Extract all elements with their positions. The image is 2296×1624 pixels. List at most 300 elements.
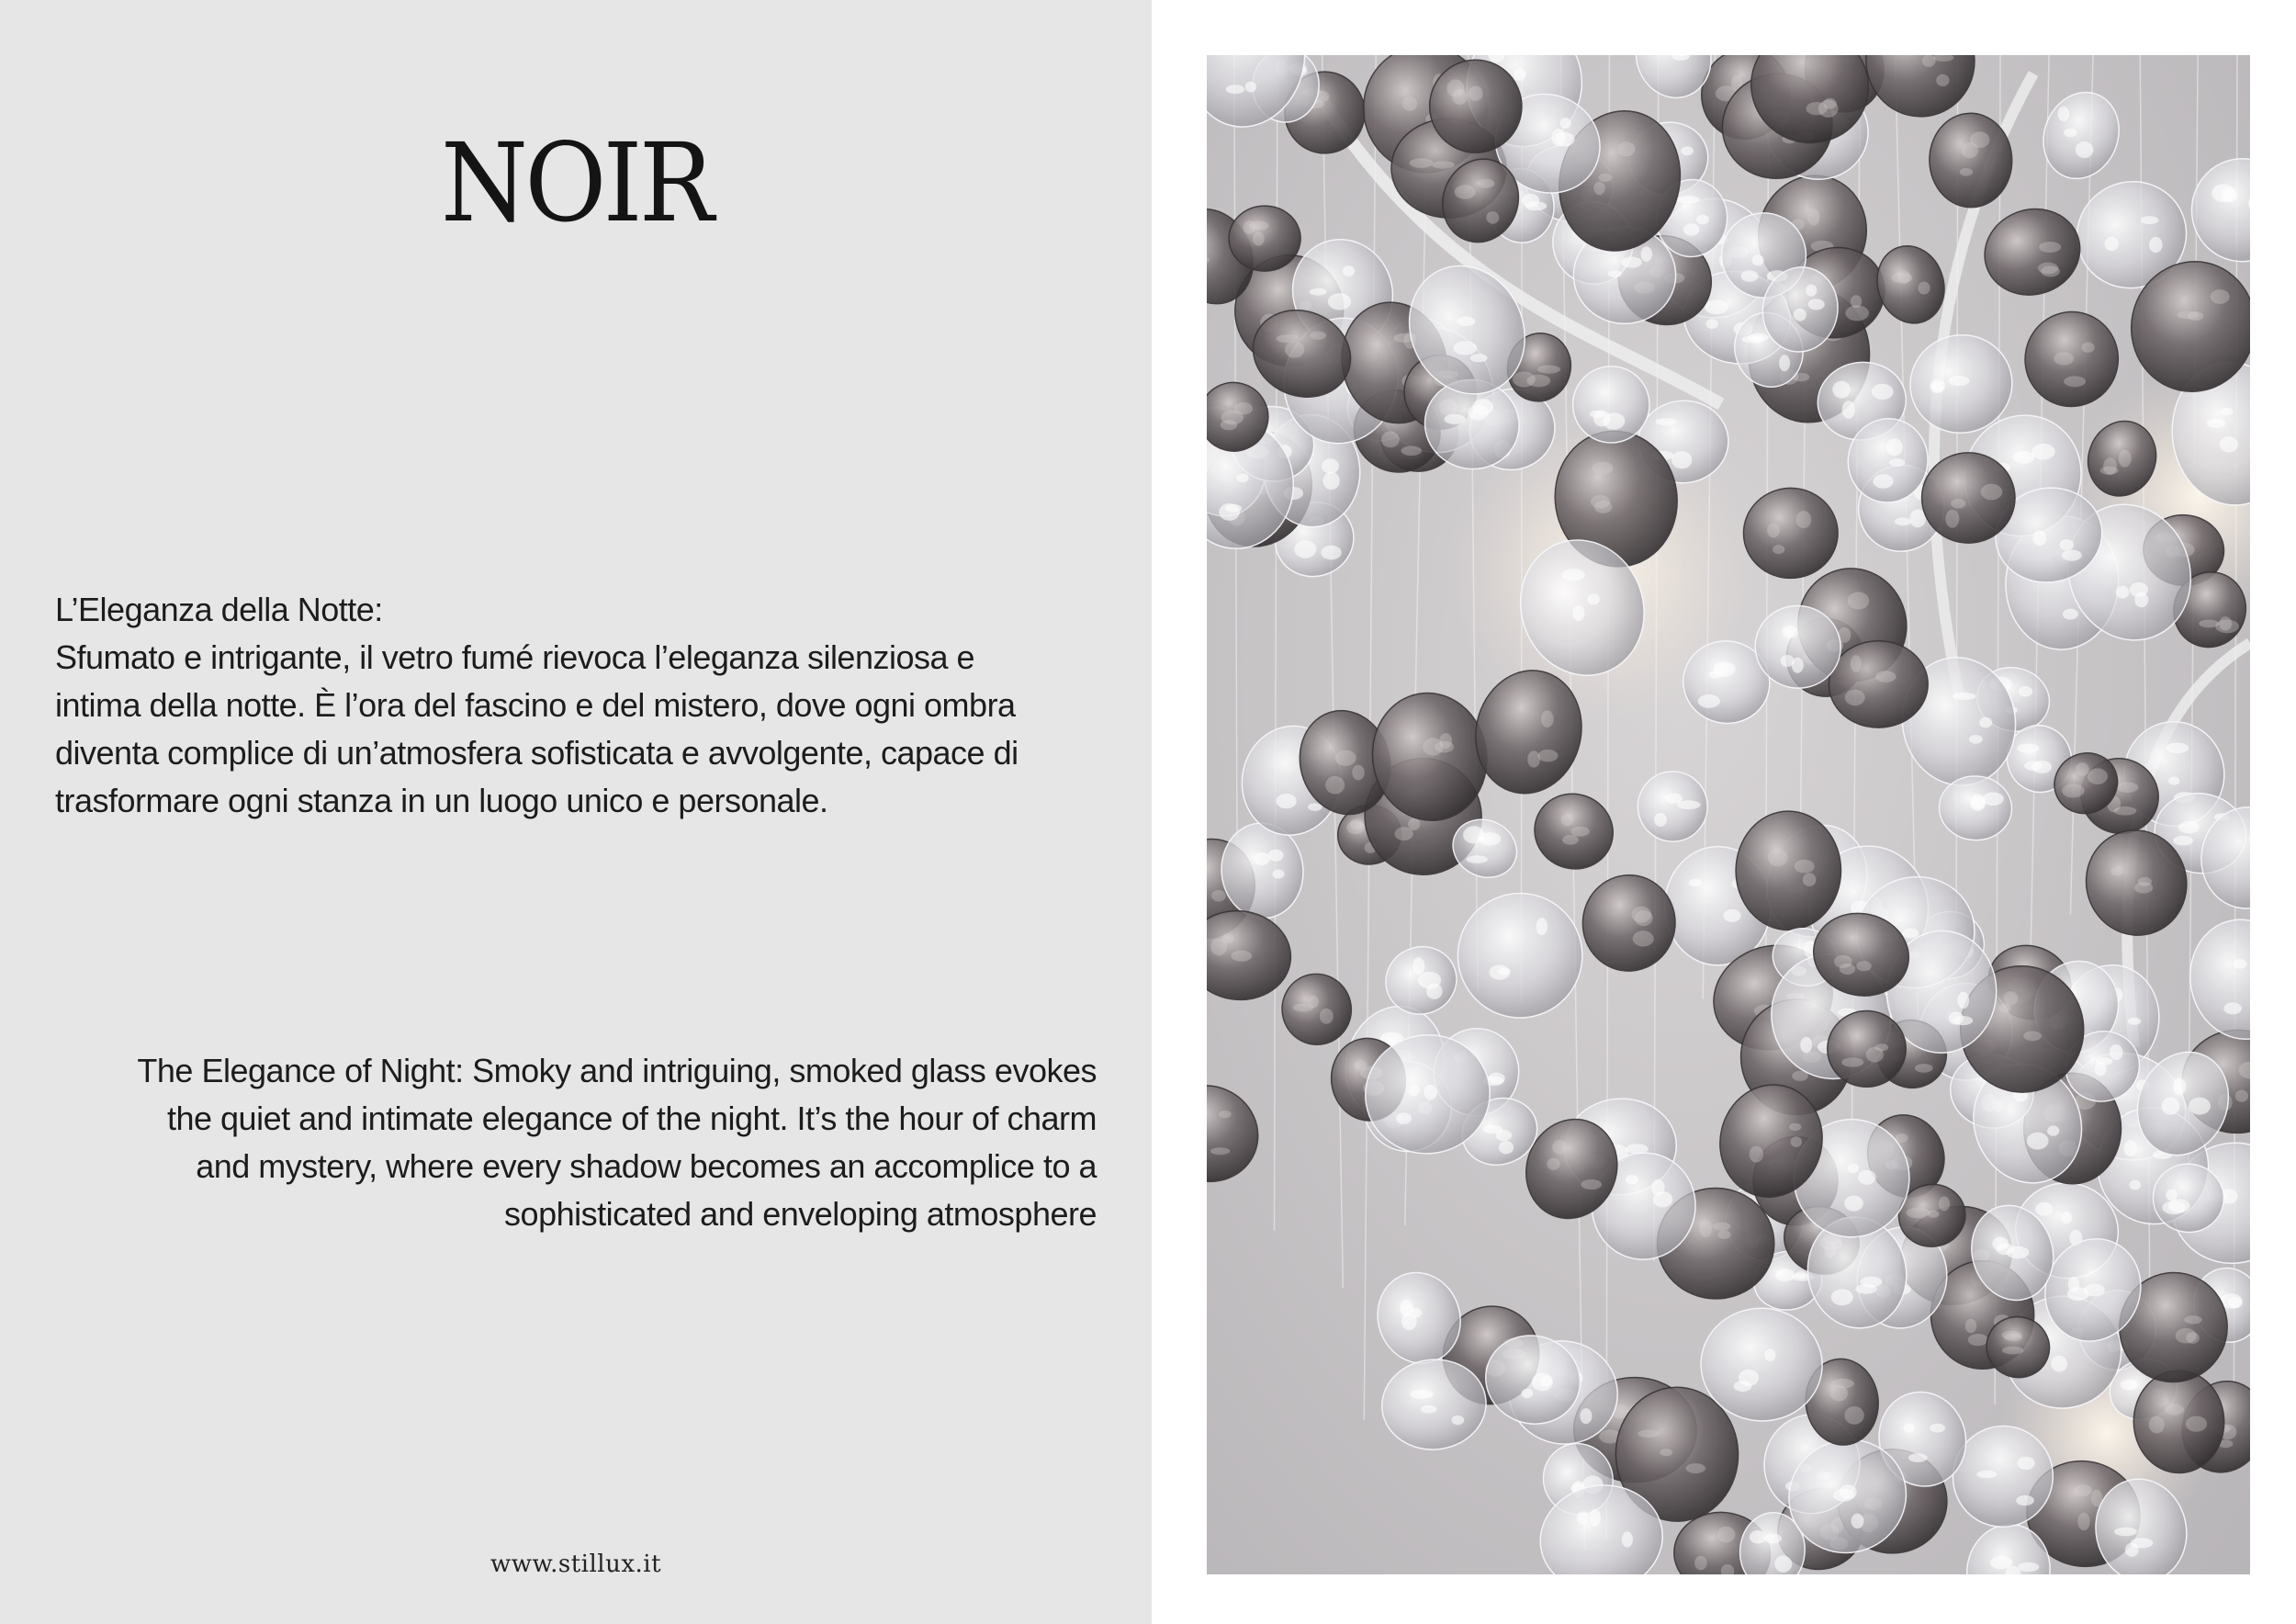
glass-dimple (1848, 1164, 1859, 1173)
glass-dimple (1803, 873, 1817, 886)
english-line: sophisticated and enveloping atmosphere (504, 1195, 1097, 1233)
glass-dimple (2001, 1331, 2021, 1339)
glass-dimple (1739, 1370, 1759, 1386)
glass-dimple (2117, 782, 2139, 793)
glass-dimple (1696, 215, 1709, 225)
glass-dimple (2178, 311, 2200, 320)
glass-dimple (2076, 762, 2089, 776)
glass-dimple (1593, 462, 1614, 475)
glass-dimple (1454, 341, 1478, 355)
glass-dimple (2178, 821, 2200, 833)
glass-dimple (1538, 750, 1559, 761)
glass-dimple (1245, 82, 1256, 93)
glass-dimple (2018, 1562, 2039, 1572)
glass-dimple (1774, 1555, 1792, 1573)
glass-dimple (2064, 376, 2086, 387)
glass-dimple (1285, 341, 1304, 357)
glass-dimple (1654, 813, 1667, 827)
glass-dimple (1426, 984, 1442, 999)
glass-dimple (1752, 254, 1764, 265)
glass-dimple (1683, 223, 1700, 235)
glass-dimple (2131, 1538, 2154, 1548)
glass-dimple (1308, 803, 1322, 811)
glass-dimple (1840, 1484, 1857, 1499)
glass-dimple (1225, 504, 1242, 513)
glass-dimple (1840, 964, 1855, 975)
glass-dimple (1409, 1084, 1420, 1096)
glass-dimple (1470, 354, 1488, 362)
glass-dimple (1268, 850, 1284, 862)
glass-dimple (1922, 55, 1936, 67)
glass-dimple (1851, 295, 1862, 308)
glass-dimple (1421, 1405, 1437, 1414)
glass-dimple (1272, 870, 1284, 879)
glass-dimple (1562, 835, 1579, 845)
glass-dimple (1768, 849, 1788, 866)
glass-dimple (1525, 201, 1548, 210)
glass-dimple (2077, 1513, 2089, 1531)
glass-dimple (1895, 517, 1911, 525)
glass-dimple (1792, 658, 1804, 673)
glass-dimple (1381, 432, 1400, 448)
glass-dimple (2007, 1246, 2030, 1258)
glass-dimple (1325, 776, 1345, 795)
glass-dimple (1936, 74, 1949, 86)
glass-dimple (2176, 1328, 2197, 1344)
glass-dimple (2121, 1380, 2138, 1390)
glass-dimple (1480, 832, 1502, 846)
glass-dimple (1350, 818, 1363, 829)
glass-dimple (2105, 237, 2119, 251)
glass-dimple (1593, 182, 1604, 195)
glass-dimple (1408, 818, 1420, 830)
glass-dimple (2189, 1098, 2211, 1115)
glass-dimple (1402, 96, 1417, 111)
glass-dimple (1277, 794, 1297, 808)
glass-dimple (1651, 1179, 1665, 1195)
glass-dimple (2186, 1416, 2207, 1432)
italian-description (55, 586, 1084, 825)
glass-dimple (1795, 860, 1815, 874)
smoked-glass-disc (2133, 1370, 2224, 1473)
glass-dimple (1396, 1112, 1412, 1124)
glass-dimple (2221, 408, 2234, 415)
glass-dimple (2119, 450, 2132, 468)
english-line: The Elegance of Night: Smoky and intriguing, smoked glass evokes (137, 1052, 1097, 1089)
glass-dimple (1886, 438, 1903, 456)
glass-dimple (2018, 1457, 2035, 1470)
glass-dimple (1244, 220, 1255, 234)
glass-dimple (1433, 161, 1455, 168)
glass-dimple (2173, 836, 2193, 846)
glass-dimple (2134, 592, 2148, 607)
glass-dimple (1581, 1179, 1602, 1190)
glass-dimple (1294, 540, 1316, 558)
glass-dimple (1698, 694, 1720, 708)
glass-dimple (1622, 1531, 1633, 1547)
glass-dimple (2223, 1002, 2242, 1014)
glass-dimple (1873, 474, 1893, 489)
glass-dimple (1445, 414, 1466, 424)
glass-dimple (2165, 1404, 2184, 1415)
glass-dimple (2207, 419, 2226, 428)
glass-dimple (1591, 495, 1610, 509)
glass-dimple (1221, 934, 1234, 943)
smoked-glass-disc (1207, 1070, 1273, 1197)
glass-dimple (1310, 288, 1326, 296)
glass-dimple (1457, 317, 1475, 326)
glass-dimple (2166, 1190, 2178, 1201)
glass-dimple (1953, 693, 1975, 700)
glass-dimple (1320, 1009, 1334, 1024)
glass-dimple (1547, 1158, 1559, 1170)
glass-dimple (1902, 929, 1919, 939)
glass-dimple (1577, 1512, 1590, 1525)
glass-dimple (1844, 1196, 1863, 1212)
clear-glass-disc (2190, 157, 2250, 263)
glass-dimple (1211, 890, 1226, 901)
glass-dimple (1764, 1534, 1782, 1544)
glass-dimple (1951, 499, 1965, 509)
glass-dimple (2219, 616, 2232, 630)
smoked-glass-disc (1921, 452, 2016, 544)
glass-dimple (1872, 384, 1894, 400)
glass-dimple (2235, 1090, 2248, 1102)
glass-dimple (1806, 102, 1828, 115)
glass-dimple (2027, 1133, 2049, 1150)
italian-line: L’Eleganza della Notte: (55, 591, 383, 628)
glass-dimple (2032, 761, 2052, 773)
smoked-glass-disc (1275, 966, 1358, 1052)
glass-dimple (1773, 545, 1784, 554)
glass-dimple (1789, 1123, 1801, 1131)
glass-dimple (1638, 1430, 1660, 1438)
glass-dimple (2062, 550, 2082, 561)
glass-dimple (1335, 750, 1356, 766)
glass-dimple (2062, 784, 2084, 797)
glass-dimple (2141, 216, 2159, 224)
smoked-glass-disc (1974, 197, 2090, 307)
glass-dimple (2138, 877, 2152, 886)
glass-dimple (1536, 918, 1548, 935)
glass-dimple (1807, 209, 1819, 225)
glass-dimple (1930, 1424, 1945, 1433)
glass-dimple (2061, 1212, 2072, 1224)
glass-dimple (1957, 992, 1969, 1009)
glass-dimple (1845, 305, 1869, 321)
glass-dimple (1633, 930, 1654, 946)
glass-dimple (1904, 1424, 1915, 1433)
glass-dimple (2103, 457, 2117, 475)
glass-dimple (1541, 710, 1554, 727)
glass-dimple (1915, 1064, 1933, 1073)
glass-dimple (1705, 299, 1728, 314)
glass-dimple (1310, 332, 1326, 340)
glass-dimple (1486, 211, 1499, 224)
glass-dimple (1411, 1308, 1422, 1317)
glass-dimple (2047, 1125, 2059, 1135)
clear-glass-disc (1454, 889, 1587, 1022)
glass-dimple (1617, 141, 1635, 156)
smoked-glass-disc (1579, 872, 1679, 976)
glass-dimple (2032, 530, 2046, 546)
glass-dimple (1677, 800, 1701, 809)
glass-dimple (1848, 592, 1870, 610)
english-line: the quiet and intimate elegance of the night. It’s the hour of charm (166, 1100, 1097, 1137)
glass-dimple (1221, 420, 1238, 430)
glass-dimple (2168, 776, 2179, 784)
glass-dimple (1764, 1349, 1775, 1361)
glass-dimple (1483, 1125, 1503, 1133)
chandelier-illustration (1207, 55, 2250, 1574)
glass-dimple (1750, 1530, 1766, 1543)
glass-dimple (2054, 352, 2074, 365)
glass-dimple (2075, 1484, 2092, 1496)
glass-dimple (1724, 909, 1741, 922)
glass-dimple (1948, 376, 1969, 386)
glass-dimple (1656, 418, 1677, 425)
glass-dimple (1641, 246, 1652, 262)
glass-dimple (1976, 1471, 1997, 1479)
glass-dimple (1891, 273, 1912, 283)
glass-dimple (1741, 336, 1764, 344)
glass-dimple (1851, 1514, 1864, 1528)
glass-dimple (1930, 379, 1945, 393)
glass-dimple (1714, 661, 1736, 676)
glass-dimple (2013, 451, 2035, 464)
glass-dimple (2116, 586, 2130, 599)
glass-dimple (1412, 957, 1424, 975)
glass-dimple (1253, 231, 1265, 245)
glass-dimple (1960, 168, 1973, 176)
glass-dimple (2184, 1315, 2201, 1324)
glass-dimple (1689, 879, 1703, 887)
glass-dimple (1717, 1230, 1730, 1239)
glass-dimple (1858, 1170, 1876, 1185)
glass-dimple (2149, 237, 2162, 253)
glass-dimple (1939, 1196, 1950, 1211)
glass-dimple (1621, 256, 1642, 267)
glass-dimple (1851, 655, 1862, 672)
glass-dimple (1478, 179, 1494, 188)
italian-line: diventa complice di un’atmosfera sofisticata e avvolgente, capace di (55, 734, 1019, 772)
glass-dimple (2060, 539, 2074, 550)
glass-dimple (1660, 1449, 1672, 1456)
glass-dimple (1452, 89, 1467, 106)
glass-dimple (1580, 1408, 1592, 1424)
glass-dimple (1806, 285, 1817, 297)
glass-dimple (1981, 484, 2003, 501)
glass-dimple (1874, 1043, 1888, 1051)
glass-dimple (1968, 1334, 1988, 1346)
glass-dimple (1842, 400, 1855, 419)
glass-dimple (2088, 768, 2108, 784)
glass-dimple (1686, 1463, 1705, 1473)
glass-dimple (1401, 446, 1422, 457)
glass-dimple (1795, 1271, 1806, 1280)
glass-dimple (1560, 118, 1571, 129)
glass-dimple (1590, 1509, 1601, 1527)
glass-dimple (1856, 961, 1871, 971)
glass-dimple (1232, 951, 1253, 962)
glass-dimple (2199, 620, 2219, 628)
glass-dimple (1965, 1319, 1976, 1334)
italian-line: intima della notte. È l’ora del fascino e del mistero, dove ogni ombra (55, 686, 1016, 724)
glass-dimple (1694, 1556, 1707, 1571)
glass-dimple (1970, 131, 1989, 148)
glass-dimple (1552, 1140, 1566, 1155)
glass-dimple (1254, 852, 1270, 865)
glass-dimple (2149, 1416, 2165, 1433)
glass-dimple (1343, 265, 1355, 276)
glass-dimple (1717, 1527, 1735, 1543)
glass-dimple (2110, 866, 2123, 875)
glass-dimple (1889, 458, 1905, 467)
glass-dimple (2114, 1528, 2137, 1537)
glass-dimple (1423, 738, 1443, 756)
glass-dimple (1210, 1147, 1230, 1155)
glass-dimple (1681, 146, 1694, 155)
glass-dimple (2211, 289, 2230, 304)
glass-dimple (1570, 827, 1590, 837)
glass-dimple (1908, 1453, 1928, 1462)
glass-dimple (2038, 263, 2059, 275)
glass-dimple (1699, 1220, 1712, 1237)
glass-dimple (1455, 185, 1476, 199)
glass-dimple (2023, 1031, 2042, 1041)
glass-dimple (1794, 309, 1806, 321)
glass-dimple (1599, 174, 1613, 182)
glass-dimple (1791, 1136, 1803, 1147)
glass-dimple (2039, 242, 2061, 253)
glass-dimple (2082, 343, 2095, 353)
glass-dimple (2166, 743, 2189, 753)
glass-dimple (1808, 299, 1825, 310)
glass-dimple (1775, 1269, 1795, 1281)
glass-dimple (1945, 510, 1959, 528)
glass-dimple (2067, 1287, 2089, 1301)
glass-dimple (2212, 184, 2234, 202)
glass-dimple (2076, 141, 2094, 158)
glass-dimple (1499, 1141, 1514, 1154)
english-description (59, 1047, 1097, 1238)
glass-dimple (2095, 1062, 2107, 1076)
glass-dimple (2004, 991, 2019, 1006)
glass-dimple (2162, 1201, 2186, 1214)
glass-dimple (1452, 1415, 1465, 1425)
glass-dimple (1514, 69, 1526, 81)
glass-dimple (1276, 334, 1300, 343)
glass-dimple (2173, 1077, 2186, 1095)
glass-dimple (1676, 196, 1700, 203)
glass-dimple (1532, 1373, 1553, 1392)
glass-dimple (1796, 511, 1812, 528)
glass-dimple (1513, 372, 1536, 388)
glass-dimple (2035, 1202, 2053, 1216)
glass-dimple (1410, 158, 1434, 168)
glass-dimple (1741, 270, 1759, 282)
glass-dimple (1469, 85, 1483, 101)
glass-dimple (1321, 546, 1341, 560)
smoked-glass-disc (1743, 488, 1839, 579)
glass-dimple (1767, 524, 1780, 538)
glass-dimple (1551, 129, 1566, 146)
glass-dimple (2058, 107, 2070, 122)
glass-dimple (1226, 85, 1244, 94)
glass-dimple (1800, 1037, 1812, 1053)
glass-dimple (1979, 717, 1992, 728)
glass-dimple (1488, 1073, 1505, 1084)
glass-dimple (1875, 671, 1896, 682)
glass-dimple (1841, 1057, 1863, 1066)
glass-dimple (2128, 1018, 2142, 1025)
glass-dimple (2032, 444, 2054, 460)
glass-dimple (1490, 964, 1511, 979)
glass-dimple (1322, 458, 1339, 473)
glass-dimple (2124, 1140, 2137, 1156)
glass-dimple (1527, 750, 1540, 767)
glass-dimple (1918, 282, 1930, 295)
glass-dimple (1713, 1223, 1731, 1231)
website-url: www.stillux.it (490, 1551, 662, 1578)
glass-dimple (1783, 626, 1798, 638)
english-line: and mystery, where every shadow becomes an accomplice to a (196, 1147, 1097, 1185)
glass-dimple (1355, 1060, 1367, 1071)
glass-dimple (2110, 1044, 2123, 1060)
page-title: NOIR (441, 119, 711, 246)
glass-dimple (2162, 1098, 2180, 1115)
glass-dimple (2016, 1495, 2034, 1506)
glass-dimple (1322, 472, 1339, 491)
glass-dimple (2002, 1347, 2024, 1355)
glass-dimple (2063, 609, 2078, 620)
glass-dimple (1424, 1085, 1436, 1100)
italian-line: trasformare ogni stanza in un luogo unico e personale. (55, 782, 828, 819)
glass-dimple (1236, 474, 1248, 483)
glass-dimple (1750, 1146, 1763, 1163)
glass-dimple (1845, 690, 1865, 705)
glass-dimple (1472, 399, 1493, 414)
glass-dimple (1907, 1208, 1930, 1219)
glass-dimple (1705, 319, 1718, 329)
glass-dimple (1521, 1389, 1533, 1399)
smoked-glass-disc (1829, 641, 1928, 728)
smoked-glass-disc (1736, 811, 1841, 930)
glass-dimple (1219, 1111, 1232, 1118)
glass-dimple (2220, 436, 2238, 453)
glass-dimple (1969, 735, 1983, 744)
glass-dimple (1844, 1406, 1863, 1425)
glass-dimple (1626, 1175, 1638, 1184)
glass-dimple (1561, 569, 1585, 581)
glass-dimple (2233, 959, 2246, 969)
glass-dimple (1572, 605, 1584, 621)
glass-dimple (1970, 794, 1986, 811)
glass-dimple (2129, 1180, 2141, 1190)
glass-dimple (1410, 1390, 1434, 1399)
smoked-glass-disc (1229, 206, 1301, 272)
glass-dimple (1467, 855, 1488, 863)
glass-dimple (1608, 270, 1622, 277)
glass-dimple (2051, 1356, 2067, 1372)
glass-dimple (2019, 686, 2033, 696)
glass-dimple (1832, 381, 1850, 399)
glass-dimple (1949, 1012, 1964, 1025)
glass-dimple (1234, 402, 1254, 414)
glass-dimple (1352, 765, 1364, 781)
glass-dimple (1328, 293, 1351, 310)
italian-line: Sfumato e intrigante, il vetro fumé rievoca l’eleganza silenziosa e (55, 638, 975, 676)
